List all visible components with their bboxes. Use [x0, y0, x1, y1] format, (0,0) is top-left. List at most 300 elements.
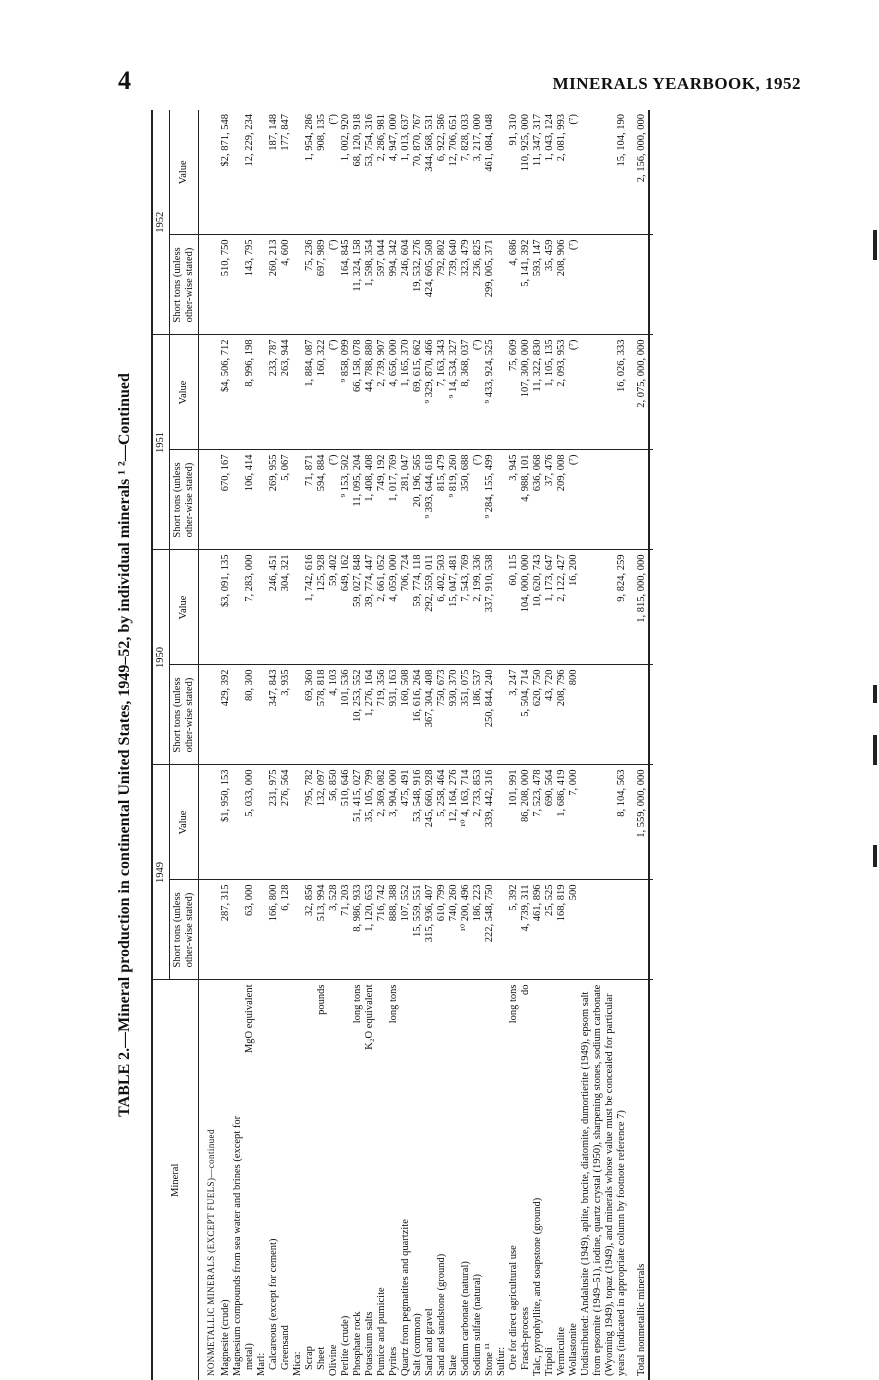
- short-tons-cell: 69, 360: [304, 665, 316, 765]
- value-cell: (⁷): [472, 335, 484, 450]
- short-tons-cell: 315, 936, 407: [424, 880, 436, 980]
- short-tons-cell: (⁷): [472, 450, 484, 550]
- value-cell: 1, 742, 616: [304, 550, 316, 665]
- short-tons-cell: 367, 304, 408: [424, 665, 436, 765]
- page-number: 4: [118, 66, 131, 95]
- mineral-label: Sodium sulfate (natural): [472, 1273, 483, 1376]
- value-cell: 3, 904, 000: [388, 765, 400, 880]
- short-tons-cell: 4, 686: [508, 235, 520, 335]
- short-tons-cell: [292, 880, 304, 980]
- mineral-label: Sand and sandstone (ground): [436, 1253, 447, 1376]
- short-tons-cell: 347, 843: [268, 665, 280, 765]
- value-cell: 86, 208, 000: [520, 765, 532, 880]
- value-cell: ⁹ 14, 534, 327: [448, 335, 460, 450]
- short-tons-cell: 716, 742: [376, 880, 388, 980]
- short-tons-cell: 236, 825: [472, 235, 484, 335]
- value-cell: [292, 550, 304, 665]
- short-tons-cell: [580, 235, 628, 335]
- value-cell: 10, 620, 743: [532, 550, 544, 665]
- table-row: [400, 110, 412, 1380]
- mineral-name-cell: [220, 980, 232, 1380]
- value-cell: 337, 910, 538: [484, 550, 496, 665]
- mineral-name-cell: [412, 980, 424, 1380]
- table-row: [328, 110, 340, 1380]
- short-tons-cell: 5, 141, 392: [520, 235, 532, 335]
- mineral-name-cell: [388, 980, 400, 1380]
- mineral-label: Sulfur:: [496, 1346, 507, 1376]
- table-row: [448, 110, 460, 1380]
- table-caption: TABLE 2.—Mineral production in continental United States, 1949–52, by individual minerals ¹ ²—Continued: [116, 373, 133, 1117]
- short-tons-cell: 597, 044: [376, 235, 388, 335]
- short-tons-cell: (⁷): [568, 235, 580, 335]
- value-cell: [496, 765, 508, 880]
- table-row: [340, 110, 352, 1380]
- short-tons-cell: 4, 600: [280, 235, 292, 335]
- value-cell: 1, 954, 286: [304, 110, 316, 235]
- short-tons-cell: [580, 450, 628, 550]
- value-cell: [292, 110, 304, 235]
- value-cell: 91, 310: [508, 110, 520, 235]
- unit-label: long tons: [508, 984, 519, 1024]
- value-cell: 1, 173, 647: [544, 550, 556, 665]
- short-tons-cell: 1, 276, 164: [364, 665, 376, 765]
- table-row: [316, 110, 328, 1380]
- year-header: 1950: [152, 550, 170, 765]
- short-tons-cell: [232, 235, 244, 335]
- value-cell: 125, 928: [316, 550, 328, 665]
- value-cell: 263, 944: [280, 335, 292, 450]
- value-cell: [256, 765, 268, 880]
- mineral-name-cell: [448, 980, 460, 1380]
- unit-label: MgO equivalent: [244, 984, 255, 1054]
- value-cell: 7, 543, 769: [460, 550, 472, 665]
- mineral-name-cell: [256, 980, 268, 1380]
- short-tons-cell: 19, 532, 276: [412, 235, 424, 335]
- mineral-label: Olivine: [328, 1344, 339, 1376]
- value-cell: 5, 033, 000: [244, 765, 256, 880]
- short-tons-cell: 6, 128: [280, 880, 292, 980]
- short-tons-cell: 931, 163: [388, 665, 400, 765]
- value-cell: [256, 550, 268, 665]
- mineral-name-cell: [580, 980, 628, 1380]
- table-row: [556, 110, 568, 1380]
- short-tons-cell: [292, 235, 304, 335]
- value-cell: [256, 110, 268, 235]
- short-tons-cell: [292, 665, 304, 765]
- value-cell: 59, 027, 848: [352, 550, 364, 665]
- year-header: 1951: [152, 335, 170, 550]
- value-cell: 16, 200: [568, 550, 580, 665]
- value-cell: [232, 110, 244, 235]
- mineral-label: Marl:: [256, 1352, 267, 1376]
- short-tons-cell: 670, 167: [220, 450, 232, 550]
- value-cell: 15, 047, 481: [448, 550, 460, 665]
- total-row: [628, 110, 649, 1380]
- value-header: Value: [170, 110, 199, 235]
- short-tons-cell: 5, 392: [508, 880, 520, 980]
- short-tons-cell: ⁹ 819, 260: [448, 450, 460, 550]
- value-cell: 160, 322: [316, 335, 328, 450]
- short-tons-cell: 461, 896: [532, 880, 544, 980]
- short-tons-cell: 5, 067: [280, 450, 292, 550]
- value-cell: 4, 656, 000: [388, 335, 400, 450]
- short-tons-cell: [256, 880, 268, 980]
- value-cell: 231, 975: [268, 765, 280, 880]
- short-tons-cell: ¹⁰ 200, 496: [460, 880, 472, 980]
- mineral-label: metal): [244, 1343, 255, 1370]
- value-cell: 2, 081, 993: [556, 110, 568, 235]
- short-tons-cell: 209, 008: [556, 450, 568, 550]
- unit-label: K₂O equivalent: [364, 984, 375, 1050]
- short-tons-cell: 5, 504, 714: [520, 665, 532, 765]
- mineral-name-cell: [232, 980, 244, 1380]
- short-tons-cell: 620, 750: [532, 665, 544, 765]
- value-cell: [256, 335, 268, 450]
- mineral-label: Wollastonite: [568, 1323, 579, 1376]
- short-tons-cell: 800: [568, 665, 580, 765]
- value-cell: 2, 199, 336: [472, 550, 484, 665]
- value-cell: 6, 922, 586: [436, 110, 448, 235]
- short-tons-cell: 3, 528: [328, 880, 340, 980]
- table-row: [304, 110, 316, 1380]
- mineral-label: Magnesium compounds from sea water and brines (except for: [232, 1115, 243, 1376]
- value-cell: 7, 828, 033: [460, 110, 472, 235]
- mineral-label: Slate: [448, 1355, 459, 1376]
- short-tons-cell: 500: [568, 880, 580, 980]
- table-row: [292, 110, 304, 1380]
- mineral-name-cell: [304, 980, 316, 1380]
- mineral-name-cell: [292, 980, 304, 1380]
- value-cell: 53, 548, 916: [412, 765, 424, 880]
- value-cell: 7, 000: [568, 765, 580, 880]
- mineral-label: Quartz from pegmatites and quartzite: [400, 1219, 411, 1376]
- short-tons-cell: 792, 802: [436, 235, 448, 335]
- table-row: [256, 110, 268, 1380]
- value-cell: 344, 568, 531: [424, 110, 436, 235]
- mineral-label: Salt (common): [412, 1313, 423, 1376]
- short-tons-cell: 3, 935: [280, 665, 292, 765]
- value-cell: 101, 991: [508, 765, 520, 880]
- mineral-name-cell: [472, 980, 484, 1380]
- table-body: [199, 110, 654, 1380]
- value-cell: 2, 122, 427: [556, 550, 568, 665]
- short-tons-cell: (⁷): [328, 235, 340, 335]
- short-tons-cell: 20, 196, 565: [412, 450, 424, 550]
- short-tons-cell: 749, 192: [376, 450, 388, 550]
- short-tons-cell: 71, 871: [304, 450, 316, 550]
- value-cell: 2, 733, 853: [472, 765, 484, 880]
- unit-label: long tons: [352, 984, 363, 1024]
- short-tons-cell: 636, 068: [532, 450, 544, 550]
- value-header: Value: [170, 335, 199, 450]
- table-row: [376, 110, 388, 1380]
- value-cell: 2, 369, 082: [376, 765, 388, 880]
- value-cell: 110, 925, 000: [520, 110, 532, 235]
- short-tons-cell: 11, 095, 204: [352, 450, 364, 550]
- value-cell: 4, 059, 000: [388, 550, 400, 665]
- running-head: MINERALS YEARBOOK, 1952: [552, 74, 801, 93]
- short-tons-cell: 594, 884: [316, 450, 328, 550]
- short-tons-cell: (⁷): [568, 450, 580, 550]
- short-tons-cell: 697, 989: [316, 235, 328, 335]
- margin-mark: [873, 230, 877, 260]
- value-cell: 2, 075, 000, 000: [628, 335, 649, 450]
- value-cell: 2, 661, 052: [376, 550, 388, 665]
- short-tons-cell: 299, 005, 371: [484, 235, 496, 335]
- short-tons-cell: 166, 800: [268, 880, 280, 980]
- mineral-header: Mineral: [152, 980, 199, 1380]
- short-tons-cell: [232, 880, 244, 980]
- short-tons-cell: 63, 000: [244, 880, 256, 980]
- value-cell: 53, 754, 316: [364, 110, 376, 235]
- short-tons-cell: 739, 640: [448, 235, 460, 335]
- mineral-label: Perlite (crude): [340, 1315, 351, 1376]
- short-tons-cell: 260, 213: [268, 235, 280, 335]
- value-cell: 59, 402: [328, 550, 340, 665]
- mineral-label: Pumice and pumicite: [376, 1287, 387, 1376]
- mineral-label: Total nonmetallic minerals: [636, 1263, 647, 1376]
- value-cell: 8, 996, 198: [244, 335, 256, 450]
- mineral-name-cell: [496, 980, 508, 1380]
- mineral-label: Calcareous (except for cement): [268, 1238, 279, 1370]
- short-tons-cell: 750, 673: [436, 665, 448, 765]
- value-cell: 461, 084, 048: [484, 110, 496, 235]
- short-tons-cell: ⁹ 153, 502: [340, 450, 352, 550]
- value-cell: 1, 559, 000, 000: [628, 765, 649, 880]
- short-tons-cell: [628, 880, 649, 980]
- short-tons-cell: 888, 388: [388, 880, 400, 980]
- value-cell: 12, 164, 276: [448, 765, 460, 880]
- short-tons-cell: 593, 147: [532, 235, 544, 335]
- value-cell: 2, 286, 981: [376, 110, 388, 235]
- unit-label: pounds: [316, 984, 327, 1015]
- value-cell: 4, 947, 000: [388, 110, 400, 235]
- mineral-name-cell: [520, 980, 532, 1380]
- value-cell: 276, 564: [280, 765, 292, 880]
- value-cell: 11, 322, 830: [532, 335, 544, 450]
- short-tons-cell: [496, 450, 508, 550]
- value-cell: 107, 300, 000: [520, 335, 532, 450]
- short-tons-cell: ⁹ 284, 155, 499: [484, 450, 496, 550]
- value-cell: 16, 026, 333: [580, 335, 628, 450]
- mineral-label: Magnesite (crude): [220, 1299, 231, 1376]
- short-tons-cell: 168, 819: [556, 880, 568, 980]
- value-cell: 246, 451: [268, 550, 280, 665]
- short-tons-cell: 3, 247: [508, 665, 520, 765]
- value-cell: 8, 104, 563: [580, 765, 628, 880]
- short-tons-cell: 429, 392: [220, 665, 232, 765]
- short-tons-cell: ⁹ 393, 644, 618: [424, 450, 436, 550]
- mineral-label: Sand and gravel: [424, 1308, 435, 1376]
- short-tons-cell: 610, 799: [436, 880, 448, 980]
- mineral-label: Sheet: [316, 1346, 327, 1370]
- mineral-name-cell: [316, 980, 328, 1380]
- value-cell: 3, 217, 000: [472, 110, 484, 235]
- short-tons-cell: 208, 796: [556, 665, 568, 765]
- value-cell: [232, 765, 244, 880]
- value-cell: (⁷): [328, 110, 340, 235]
- short-tons-cell: [256, 665, 268, 765]
- short-tons-cell: 994, 342: [388, 235, 400, 335]
- short-tons-cell: 250, 844, 240: [484, 665, 496, 765]
- table-row: [460, 110, 472, 1380]
- short-tons-cell: 186, 537: [472, 665, 484, 765]
- mineral-label: Ore for direct agricultural use: [508, 1245, 519, 1370]
- short-tons-cell: [580, 880, 628, 980]
- mineral-name-cell: [628, 980, 649, 1380]
- short-tons-cell: 1, 017, 769: [388, 450, 400, 550]
- mineral-label: Undistributed: Andalusite (1949), aplite, brucite, diatomite, dumortierite (1949), epsom salt from epsomite (1949–51), iodine, quartz crystal (1950), sharpening stones, sodium carbonate (Wyoming 1949), topaz (1949), and minerals whose value must be concealed for particular years (indicated in appropriate column by footnote reference 7): [580, 984, 627, 1376]
- short-tons-cell: 101, 536: [340, 665, 352, 765]
- short-tons-cell: 740, 260: [448, 880, 460, 980]
- table-row: [532, 110, 544, 1380]
- mineral-label: Frasch-process: [520, 1307, 531, 1370]
- value-cell: [232, 550, 244, 665]
- short-tons-cell: 424, 605, 508: [424, 235, 436, 335]
- mineral-label: Vermiculite: [556, 1327, 567, 1376]
- short-tons-cell: [628, 450, 649, 550]
- short-tons-cell: 281, 047: [400, 450, 412, 550]
- value-cell: $1, 950, 153: [220, 765, 232, 880]
- mineral-label: Tripoli: [544, 1347, 555, 1376]
- value-cell: 706, 724: [400, 550, 412, 665]
- mineral-name-cell: [376, 980, 388, 1380]
- table-row: [568, 110, 580, 1380]
- mineral-name-cell: [364, 980, 376, 1380]
- value-cell: 69, 615, 662: [412, 335, 424, 450]
- short-tons-cell: 3, 945: [508, 450, 520, 550]
- value-cell: 12, 706, 651: [448, 110, 460, 235]
- short-tons-cell: 1, 408, 408: [364, 450, 376, 550]
- value-cell: 1, 815, 000, 000: [628, 550, 649, 665]
- value-cell: 39, 774, 447: [364, 550, 376, 665]
- short-tons-cell: 16, 616, 264: [412, 665, 424, 765]
- value-cell: [292, 765, 304, 880]
- value-cell: 1, 105, 135: [544, 335, 556, 450]
- value-cell: (⁷): [568, 335, 580, 450]
- short-tons-cell: 143, 795: [244, 235, 256, 335]
- short-tons-cell: [292, 450, 304, 550]
- short-tons-cell: 10, 253, 552: [352, 665, 364, 765]
- short-tons-cell: [496, 880, 508, 980]
- short-tons-cell: 4, 988, 101: [520, 450, 532, 550]
- short-tons-cell: 80, 300: [244, 665, 256, 765]
- table-row: [544, 110, 556, 1380]
- short-tons-header: Short tons (unless other-wise stated): [170, 665, 199, 765]
- value-cell: 7, 283, 000: [244, 550, 256, 665]
- short-tons-cell: 35, 459: [544, 235, 556, 335]
- mineral-name-cell: [508, 980, 520, 1380]
- table-row: [520, 110, 532, 1380]
- short-tons-cell: [580, 665, 628, 765]
- short-tons-cell: 513, 994: [316, 880, 328, 980]
- value-cell: 510, 646: [340, 765, 352, 880]
- minerals-table: [151, 110, 653, 1380]
- margin-mark: [873, 685, 877, 703]
- value-cell: ⁹ 433, 924, 525: [484, 335, 496, 450]
- value-cell: 649, 162: [340, 550, 352, 665]
- value-cell: 2, 093, 953: [556, 335, 568, 450]
- mineral-name-cell: [280, 980, 292, 1380]
- value-cell: ¹⁰ 4, 163, 714: [460, 765, 472, 880]
- value-cell: 8, 368, 037: [460, 335, 472, 450]
- value-cell: 233, 787: [268, 335, 280, 450]
- short-tons-cell: 32, 856: [304, 880, 316, 980]
- short-tons-cell: 578, 818: [316, 665, 328, 765]
- table-row: [244, 110, 256, 1380]
- short-tons-cell: 930, 370: [448, 665, 460, 765]
- value-cell: 11, 347, 317: [532, 110, 544, 235]
- value-cell: 51, 415, 027: [352, 765, 364, 880]
- value-cell: 68, 120, 918: [352, 110, 364, 235]
- mineral-name-cell: [544, 980, 556, 1380]
- value-cell: 56, 850: [328, 765, 340, 880]
- short-tons-cell: [496, 665, 508, 765]
- short-tons-cell: 815, 479: [436, 450, 448, 550]
- value-cell: ⁹ 329, 870, 466: [424, 335, 436, 450]
- section-title: NONMETALLIC MINERALS (EXCEPT FUELS)—continued: [206, 1129, 216, 1376]
- table-row: [580, 110, 628, 1380]
- table-row: [424, 110, 436, 1380]
- value-cell: 339, 442, 316: [484, 765, 496, 880]
- value-cell: [496, 550, 508, 665]
- value-cell: 75, 609: [508, 335, 520, 450]
- year-header: 1952: [152, 110, 170, 335]
- table-row: [496, 110, 508, 1380]
- unit-label: long tons: [388, 984, 399, 1024]
- short-tons-cell: 208, 906: [556, 235, 568, 335]
- short-tons-cell: [256, 235, 268, 335]
- value-cell: $4, 506, 712: [220, 335, 232, 450]
- short-tons-cell: 287, 315: [220, 880, 232, 980]
- value-cell: 15, 104, 190: [580, 110, 628, 235]
- value-cell: 245, 660, 928: [424, 765, 436, 880]
- mineral-label: Talc, pyrophyllite, and soapstone (ground): [532, 1197, 543, 1376]
- short-tons-header: Short tons (unless other-wise stated): [170, 450, 199, 550]
- short-tons-cell: 350, 688: [460, 450, 472, 550]
- value-cell: 1, 013, 637: [400, 110, 412, 235]
- mineral-name-cell: [352, 980, 364, 1380]
- value-cell: [496, 335, 508, 450]
- mineral-name-cell: [532, 980, 544, 1380]
- short-tons-cell: 4, 739, 311: [520, 880, 532, 980]
- table-row: [412, 110, 424, 1380]
- value-cell: 7, 163, 343: [436, 335, 448, 450]
- table-row: [508, 110, 520, 1380]
- mineral-label: Sodium carbonate (natural): [460, 1261, 471, 1376]
- short-tons-cell: [256, 450, 268, 550]
- short-tons-cell: 106, 414: [244, 450, 256, 550]
- year-header: 1949: [152, 765, 170, 980]
- unit-label: do: [520, 984, 531, 995]
- short-tons-cell: 246, 604: [400, 235, 412, 335]
- mineral-name-cell: [244, 980, 256, 1380]
- short-tons-cell: [496, 235, 508, 335]
- value-cell: 12, 229, 234: [244, 110, 256, 235]
- value-cell: 5, 258, 464: [436, 765, 448, 880]
- value-cell: 7, 523, 478: [532, 765, 544, 880]
- short-tons-cell: 71, 203: [340, 880, 352, 980]
- margin-mark: [873, 735, 877, 765]
- short-tons-cell: 8, 986, 933: [352, 880, 364, 980]
- mineral-label: Phosphate rock: [352, 1311, 363, 1376]
- short-tons-cell: [628, 235, 649, 335]
- value-cell: ⁹ 858, 099: [340, 335, 352, 450]
- value-cell: 1, 043, 124: [544, 110, 556, 235]
- rotated-table-container: [105, 110, 785, 1380]
- mineral-name-cell: [340, 980, 352, 1380]
- short-tons-header: Short tons (unless other-wise stated): [170, 235, 199, 335]
